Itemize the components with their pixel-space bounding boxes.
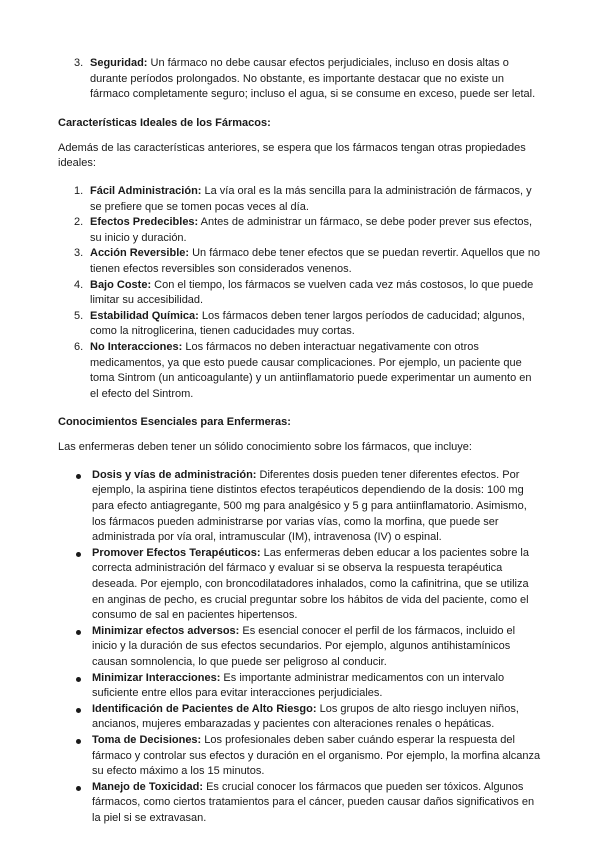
list-item-term: Promover Efectos Terapéuticos:	[92, 546, 261, 559]
list-item-text: Los fármacos deben tener largos períodos de caducidad; algunos, como la nitroglicerina, tienen caducidades muy cortas.	[90, 309, 525, 338]
list-number: 3.	[74, 57, 84, 69]
nurse-knowledge-list	[58, 468, 542, 827]
section-heading: Conocimientos Esenciales para Enfermeras:	[58, 416, 291, 429]
list-item	[58, 215, 542, 246]
section-intro: Las enfermeras deben tener un sólido conocimiento sobre los fármacos, que incluye:	[58, 441, 472, 454]
list-item-term: Fácil Administración:	[90, 184, 202, 197]
list-item	[58, 702, 542, 733]
list-item-term: Minimizar efectos adversos:	[92, 624, 240, 637]
list-item	[58, 624, 542, 671]
list-item	[58, 340, 542, 402]
ideal-characteristics-list	[58, 184, 542, 402]
list-item-text: Es importante administrar medicamentos con un intervalo suficiente entre ellos para evitar interacciones perjudiciales.	[92, 671, 505, 700]
list-item	[58, 309, 542, 340]
list-item-term: Efectos Predecibles:	[90, 216, 199, 229]
list-item-text: Es esencial conocer el perfil de los fármacos, incluido el inicio y la duración de sus efectos secundarios. Por ejemplo, algunos antihistamínicos causan somnolencia, lo que puede ser peligroso al conducir.	[92, 624, 516, 668]
list-item-text: Las enfermeras deben educar a los pacientes sobre la correcta administración del fármaco y evaluar si se observa la respuesta terapéutica deseada. Por ejemplo, con broncodilatadores inhalados, como la cafinitrina, que se utiliza en anginas de pecho, es crucial preguntar sobre los hábitos de vida del paciente, como el consumo de sal en pacientes hipertensos.	[92, 546, 529, 622]
list-number: 5.	[74, 309, 84, 322]
list-number: 4.	[74, 278, 84, 291]
list-item-term: Dosis y vías de administración:	[92, 468, 257, 481]
list-number: 3.	[74, 247, 84, 260]
list-number: 1.	[74, 184, 84, 197]
list-number: 6.	[74, 340, 84, 353]
list-item-text: Antes de administrar un fármaco, se debe poder prever sus efectos, su inicio y duración.	[90, 216, 533, 244]
list-item-term: Bajo Coste:	[90, 278, 152, 291]
list-item-term: Minimizar Interacciones:	[92, 671, 221, 684]
list-item-text: Un fármaco debe tener efectos que se puedan revertir. Aquellos que no tienen efectos reversibles son considerados venenos.	[90, 247, 541, 275]
list-item-term: Acción Reversible:	[90, 247, 190, 260]
list-item-term: No Interacciones:	[90, 340, 183, 353]
list-number: 2.	[74, 216, 84, 229]
list-item	[58, 246, 542, 277]
list-item	[58, 468, 542, 546]
list-item-text: La vía oral es la más sencilla para la administración de fármacos, y se prefiere que se tomen pocas veces al día.	[90, 184, 532, 213]
list-item-text: Los profesionales deben saber cuándo esperar la respuesta del fármaco y controlar sus efectos y duración en el organismo. Por ejemplo, la morfina alcanza su efecto máximo a los 15 minutos.	[92, 733, 541, 778]
list-item	[58, 278, 542, 309]
numbered-list-continued	[58, 56, 542, 103]
list-item	[58, 184, 542, 215]
bullet-icon	[76, 552, 81, 557]
bullet-icon	[76, 630, 81, 635]
list-item-text: Diferentes dosis pueden tener diferentes efectos. Por ejemplo, la aspirina tiene distintos efectos terapéuticos dependiendo de la dosis: 100 mg para efecto antiagregante, 500 mg para analgésico y 5 g para antiinflamatorio. Asimismo, los fármacos pueden administrarse por varias vías, como la morfina, que puede ser administrada por vía oral, intramuscular (IM), intravenosa (IV) o espinal.	[92, 468, 527, 544]
list-item	[58, 56, 542, 103]
section-heading: Características Ideales de los Fármacos:	[58, 116, 271, 129]
list-item-text: Un fármaco no debe causar efectos perjudiciales, incluso en dosis altas o durante períodos prolongados. No obstante, es importante destacar que no existe un fármaco completamente seguro; incluso el agua, si se consume en exceso, puede ser letal.	[90, 57, 536, 101]
bullet-icon	[76, 474, 81, 479]
list-item-term: Toma de Decisiones:	[92, 733, 202, 746]
list-item-text: Los grupos de alto riesgo incluyen niños, ancianos, mujeres embarazadas y pacientes con alteraciones renales o hepáticas.	[92, 702, 519, 731]
bullet-icon	[76, 677, 81, 682]
bullet-icon	[76, 739, 81, 744]
list-item	[58, 671, 542, 702]
list-item	[58, 780, 542, 827]
list-item	[58, 733, 542, 780]
list-item-text: Los fármacos no deben interactuar negativamente con otros medicamentos, ya que esto puede causar complicaciones. Por ejemplo, un paciente que toma Sintrom (un anticoagulante) y un antiinflamatorio puede experimentar un aumento en el efecto del Sintrom.	[90, 340, 532, 400]
list-item-term: Manejo de Toxicidad:	[92, 780, 204, 793]
list-item-text: Es crucial conocer los fármacos que pueden ser tóxicos. Algunos fármacos, como ciertos tratamientos para el cáncer, pueden causar daños significativos en la piel si se extravasan.	[92, 780, 535, 824]
bullet-icon	[76, 708, 81, 713]
list-item-text: Con el tiempo, los fármacos se vuelven cada vez más costosos, lo que puede limitar su accesibilidad.	[90, 278, 534, 307]
list-item	[58, 546, 542, 624]
bullet-icon	[76, 786, 81, 791]
list-item-term: Seguridad:	[90, 57, 148, 69]
section-intro: Además de las características anteriores, se espera que los fármacos tengan otras propiedades ideales:	[58, 141, 526, 170]
list-item-term: Identificación de Pacientes de Alto Riesgo:	[92, 702, 317, 715]
list-item-term: Estabilidad Química:	[90, 309, 199, 322]
